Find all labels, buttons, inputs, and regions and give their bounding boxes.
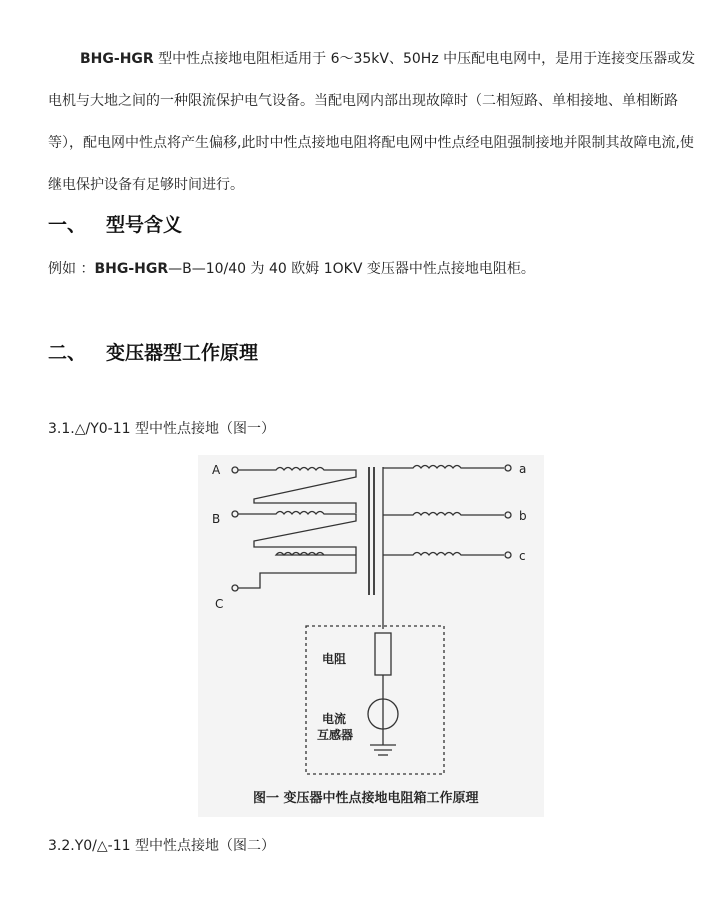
terminal-C-icon [232,585,238,591]
intro-paragraph [48,38,698,206]
secondary-winding-b [383,513,504,516]
resistor-icon [375,633,391,675]
ct-label-line1: 电流 [322,712,347,726]
intro-text: 型中性点接地电阻柜适用于 6～35kV、50Hz 中压配电电网中，是用于连接变压器或发电机与大地之间的一种限流保护电气设备。当配电网内部出现故障时（二相短路、单相接地、单相断路等），配电网中性点将产生偏移,此时中性点接地电阻将配电网中性点经电阻强制接地并限制其故障电流,使继电保护设备有足够时间进行。 [48,51,696,193]
model-example-rest: —B—10/40 为 40 欧姆 1OKV 变压器中性点接地电阻柜。 [168,261,535,277]
transformer-diagram-svg [198,455,544,817]
label-A: A [212,463,221,477]
model-example-prefix: 例如 ： [48,261,95,277]
section-2-title: 变压器型工作原理 [106,342,259,364]
subsection-3-1: 3.1.△/Y0-11 型中性点接地（图一） [48,421,275,437]
model-example [48,258,535,278]
primary-winding-b [238,512,356,556]
terminal-A-icon [232,467,238,473]
label-c: c [519,549,526,563]
terminal-a-icon [505,465,511,471]
terminal-b-icon [505,512,511,518]
ct-label-line2: 互感器 [317,728,354,742]
figure-caption: 图一 变压器中性点接地电阻箱工作原理 [253,791,479,806]
subsection-3-2: 3.2.Y0/△-11 型中性点接地（图二） [48,838,275,854]
label-B: B [212,512,221,526]
figure-1-diagram [198,455,544,817]
label-C: C [215,597,224,611]
section-2-number: 二、 [48,342,87,364]
label-b: b [519,509,527,523]
section-1-heading [48,210,182,237]
label-a: a [519,462,527,476]
section-1-number: 一、 [48,214,87,236]
model-example-code: BHG-HGR [94,261,169,277]
section-1-title: 型号含义 [106,214,183,236]
primary-winding-c [238,553,356,589]
terminal-B-icon [232,511,238,517]
secondary-winding-c [383,553,504,556]
primary-winding-a [238,468,356,514]
terminal-c-icon [505,552,511,558]
resistor-label: 电阻 [322,652,347,666]
section-2-heading [48,338,258,365]
secondary-winding-a [383,466,504,469]
intro-brand: BHG-HGR [80,51,154,67]
